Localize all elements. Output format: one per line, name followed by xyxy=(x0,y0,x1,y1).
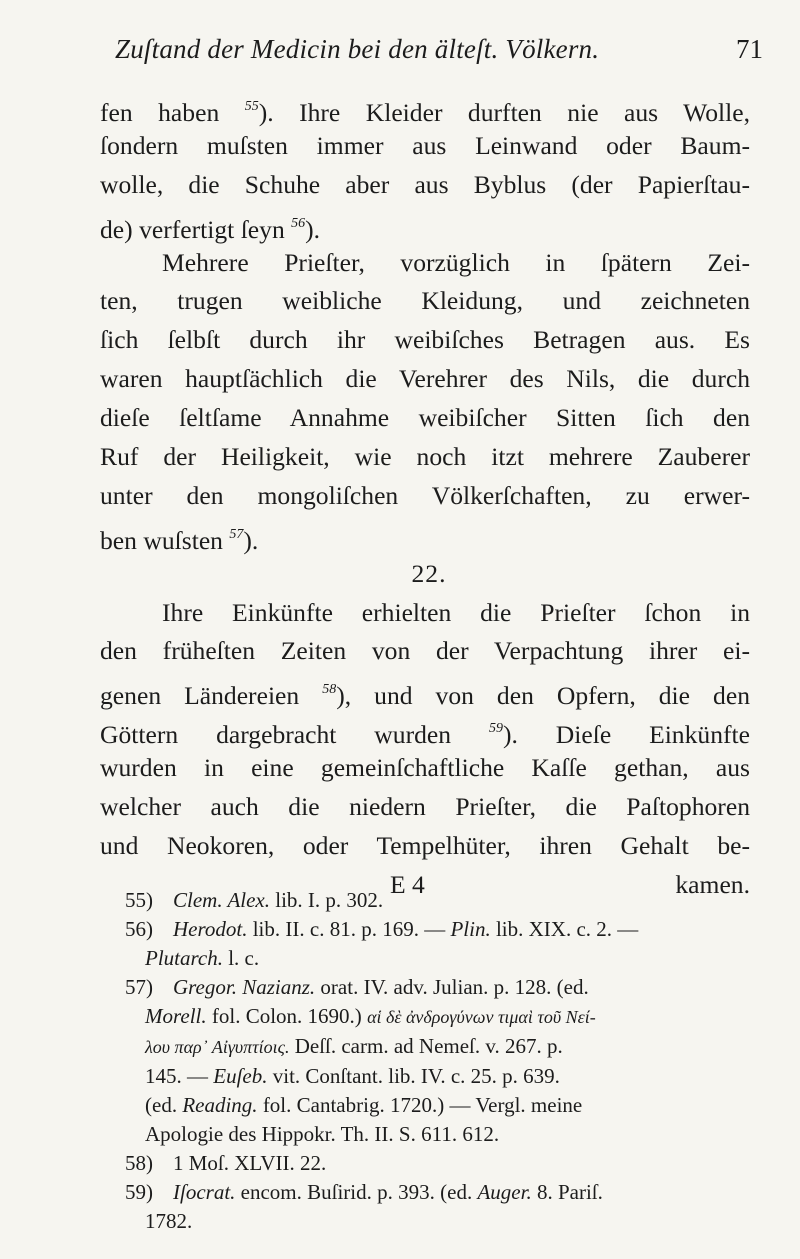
text-line: ben wuſsten $^{57}$). xyxy=(100,525,259,555)
text-line: de) verfertigt ſeyn $^{56}$). xyxy=(100,214,321,244)
page-number: 71 xyxy=(736,34,763,64)
text-line: dieſe ſeltſame Annahme weibiſcher Sitten ſich den xyxy=(100,403,750,433)
paragraph-start-line: Mehrere Prieſter, vorzüglich in ſpätern Zei- xyxy=(162,247,750,277)
footnote-ref: 56 xyxy=(291,215,306,231)
text-line: wurden in eine gemeinſchaftliche Kaſſe gethan, aus xyxy=(100,753,750,783)
section-number: 22. xyxy=(411,558,447,588)
text-line: waren hauptſächlich die Verehrer des Nils, die durch xyxy=(100,364,750,394)
text-line: welcher auch die niedern Prieſter, die Paſtophoren xyxy=(100,792,750,822)
body-text xyxy=(100,88,750,905)
footnote-ref: 58 xyxy=(322,682,337,698)
text-line: genen Ländereien $^{58}$), und von den Opfern, die den xyxy=(100,681,750,711)
text-line: fen haben $^{55}$). Ihre Kleider durften nie aus Wolle, xyxy=(100,98,750,127)
text-line: ſondern muſsten immer aus Leinwand oder Baum- xyxy=(100,130,750,160)
text-line: unter den mongoliſchen Völkerſchaften, zu erwer- xyxy=(100,480,750,510)
footnote-ref: 59 xyxy=(488,721,503,737)
signature-mark: E 4 xyxy=(390,869,425,899)
text-line: Ruf der Heiligkeit, wie noch itzt mehrere Zauberer xyxy=(100,442,750,472)
footnote-ref: 55 xyxy=(244,99,259,114)
page-header xyxy=(115,34,765,74)
footnote-57: 57) Gregor. Nazianz. orat. IV. adv. Julian. p. 128. (ed. Morell. fol. Colon. 1690.) αἱ δὲ ἀνδρογύνων τιμαὶ τοῦ Νεί- λου παρ᾽ Αἰγυπτίοις. Deſſ. carm. ad Nemeſ. v. 267. p. 145. — Euſeb. vit. Conſtant. lib. IV. c. 25. p. 639. (ed. Reading. fol. Cantabrig. 1720.) — Vergl. meine Apologie des Hippokr. Th. II. S. 611. 612. xyxy=(125,975,596,1146)
footnotes xyxy=(125,886,755,1236)
footnote-ref: 57 xyxy=(229,526,244,542)
footnote-56: 56) Herodot. lib. II. c. 81. p. 169. — Plin. lib. XIX. c. 2. — Plutarch. l. c. xyxy=(125,917,639,970)
text-line: ſich ſelbſt durch ihr weibiſches Betragen aus. Es xyxy=(100,325,750,355)
catchword: kamen. xyxy=(675,869,750,899)
footnote-58: 58) 1 Moſ. XLVII. 22. xyxy=(125,1151,327,1175)
text-line: den früheſten Zeiten von der Verpachtung ihrer ei- xyxy=(100,636,750,666)
text-line: Göttern dargebracht wurden $^{59}$). Dieſe Einkünfte xyxy=(100,720,750,750)
paragraph-start-line: Ihre Einkünfte erhielten die Prieſter ſchon in xyxy=(162,597,750,627)
text-line: und Neokoren, oder Tempelhüter, ihren Gehalt be- xyxy=(100,830,750,860)
text-line: ten, trugen weibliche Kleidung, und zeichneten xyxy=(100,286,750,316)
running-title: Zuſtand der Medicin bei den älteſt. Völkern. xyxy=(115,34,600,64)
text-line: wolle, die Schuhe aber aus Byblus (der Papierſtau- xyxy=(100,169,750,199)
footnote-59: 59) Iſocrat. encom. Buſirid. p. 393. (ed. Auger. 8. Pariſ. 1782. xyxy=(125,1180,603,1233)
footnote-55: 55) Clem. Alex. lib. I. p. 302. xyxy=(125,888,384,912)
